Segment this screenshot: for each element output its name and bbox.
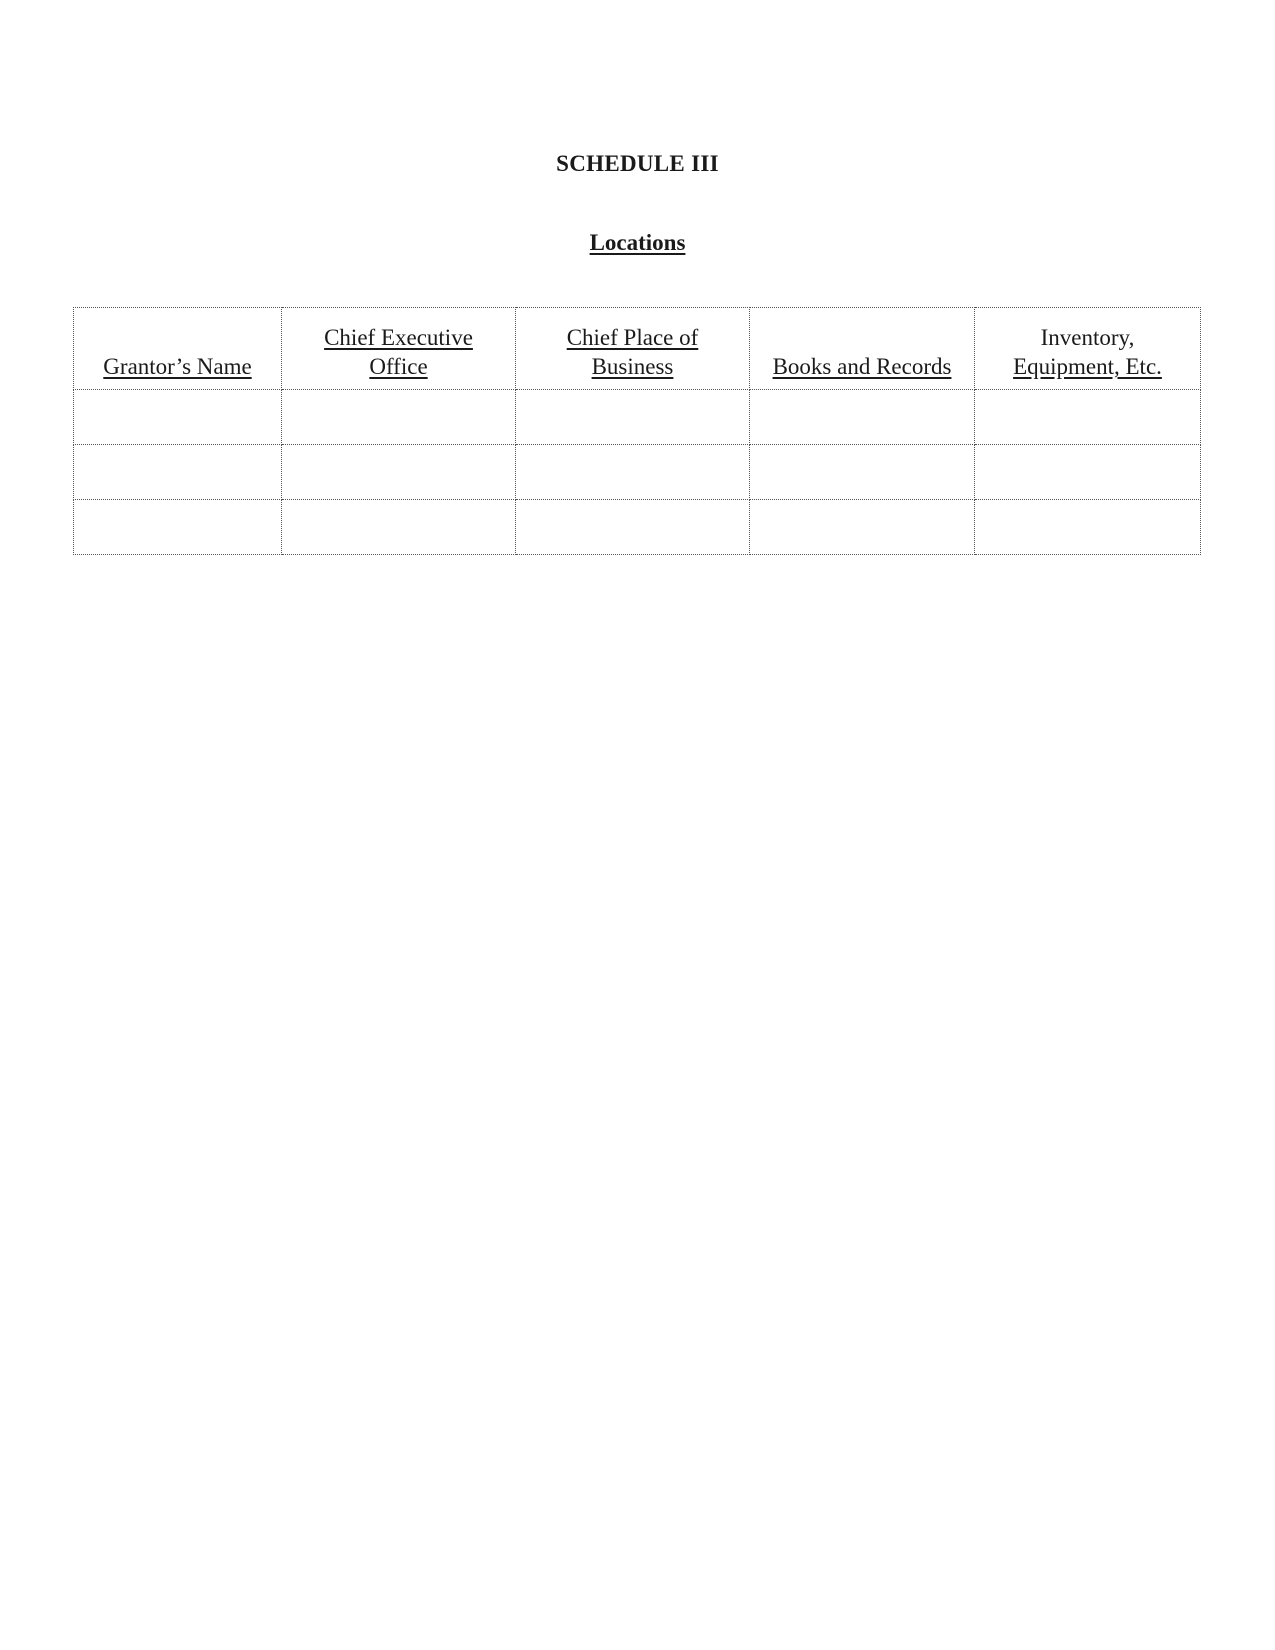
header-chief-place-of-business-line2: Business — [591, 354, 674, 379]
table-row — [74, 445, 1201, 500]
header-inventory-equipment-line2: Equipment, Etc. — [1013, 354, 1162, 379]
header-chief-executive-office-line1: Chief Executive — [324, 325, 473, 350]
table-cell — [282, 445, 516, 500]
locations-table — [73, 307, 1201, 555]
header-books-and-records — [750, 308, 975, 390]
schedule-title: SCHEDULE III — [556, 151, 719, 176]
table-header-row — [74, 308, 1201, 390]
table-cell — [516, 445, 750, 500]
header-inventory-equipment — [975, 308, 1201, 390]
table-row — [74, 390, 1201, 445]
header-chief-executive-office-line2: Office — [369, 354, 428, 379]
table-cell — [516, 390, 750, 445]
table-cell — [750, 500, 975, 555]
table-cell — [74, 500, 282, 555]
table-cell — [282, 500, 516, 555]
section-title-text: Locations — [589, 230, 686, 255]
header-books-and-records-line2: Books and Records — [772, 354, 952, 379]
header-chief-place-of-business-line1: Chief Place of — [566, 325, 699, 350]
table-cell — [516, 500, 750, 555]
table-cell — [74, 390, 282, 445]
table-cell — [975, 445, 1201, 500]
header-chief-place-of-business — [516, 308, 750, 390]
table-cell — [975, 500, 1201, 555]
table-cell — [975, 390, 1201, 445]
header-grantors-name-line2: Grantor’s Name — [103, 354, 252, 379]
header-inventory-equipment-line1: Inventory, — [1040, 325, 1135, 350]
table-cell — [282, 390, 516, 445]
table-cell — [750, 390, 975, 445]
header-chief-executive-office — [282, 308, 516, 390]
table-cell — [750, 445, 975, 500]
table-row — [74, 500, 1201, 555]
header-grantors-name — [74, 308, 282, 390]
table-cell — [74, 445, 282, 500]
section-title — [0, 228, 1275, 258]
